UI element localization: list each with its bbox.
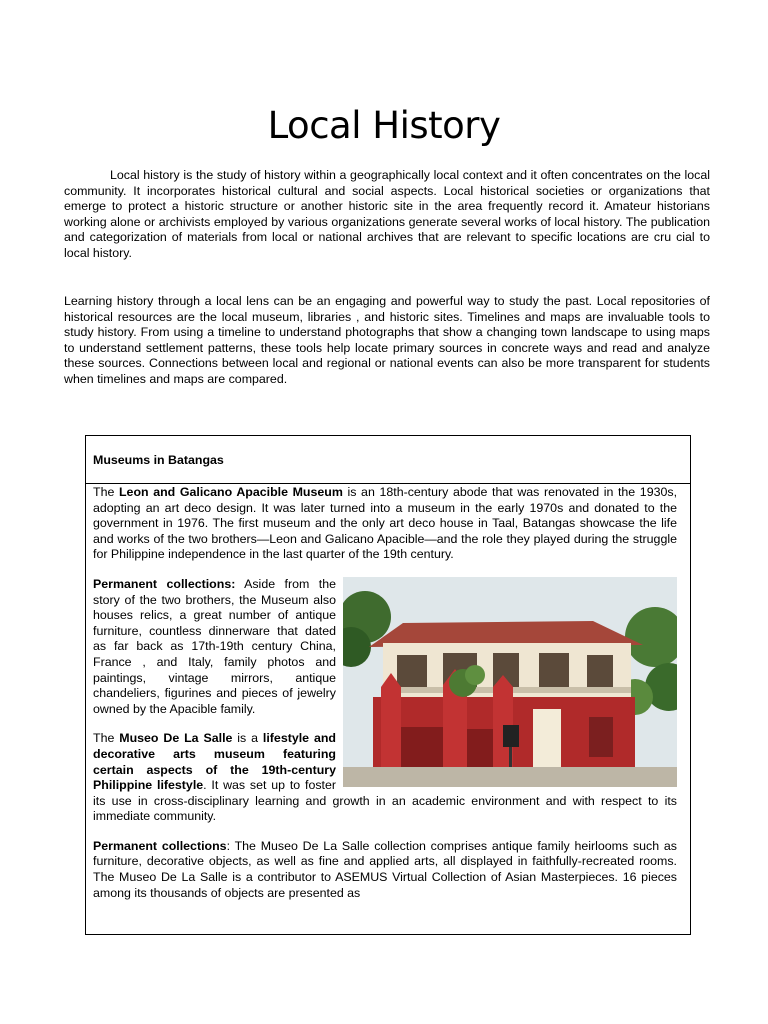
apacible-collections-paragraph: Permanent collections: Aside from the story of the two brothers, the Museum also houses relics, a great number of antique furniture, countless dinnerware that dated as far back as 17th-19th century China, France , and Italy, family photos and paintings, vintage mirrors, antique chandeliers, figurines and pieces of jewelry owned by the Apacible family. [93, 576, 336, 716]
page-title: Local History [267, 104, 501, 147]
museums-table [85, 435, 691, 935]
lasalle-paragraph: The Museo De La Salle is a lifestyle and decorative arts museum featuring certain aspects of the 19th-century Philippine lifestyle. It was set up to foster its use in cross-disciplinary learning and growth in an academic environment and with respect to its immediate community. [93, 731, 677, 824]
lasalle-collections-label: Permanent collections [93, 838, 227, 853]
lasalle-description-bold: lifestyle and decorative arts museum featuring certain aspects of the 19th-century Philippine lifestyle [93, 731, 336, 793]
lasalle-collections-paragraph: Permanent collections: The Museo De La Salle collection comprises antique family heirlooms such as furniture, decorative objects, as well as fine and applied arts, all displayed in faithfully-recreated rooms. The Museo De La Salle is a contributor to ASEMUS Virtual Collection of Asian Masterpieces. 16 pieces among its thousands of objects are presented as [93, 838, 677, 900]
museums-table-header [86, 436, 690, 484]
intro-paragraph-1: Local history is the study of history within a geographically local context and it often concentrates on the local community. It incorporates historical cultural and social aspects. Local historical societies or organizations that emerge to protect a historic structure or another historic site in the area frequently record it. Amateur historians working alone or archivists employed by various organizations generate several works of local history. The publication and categorization of materials from local or national archives that are relevant to specific locations are cru cial to local history. [64, 168, 710, 260]
museums-heading: Museums in Batangas [93, 453, 224, 467]
lasalle-museum-name: Museo De La Salle [119, 731, 233, 746]
museums-table-body [93, 485, 677, 915]
apacible-paragraph: The Leon and Galicano Apacible Museum is an 18th-century abode that was renovated in the 1930s, adopting an art deco design. It was later turned into a museum in the early 1970s and donated to the government in 1976. The first museum and the only art deco house in Taal, Batangas showcase the life and works of the two brothers—Leon and Galicano Apacible—and the role they played during the struggle for Philippine independence in the last quarter of the 19th century. [93, 485, 678, 562]
intro-paragraph-2: Learning history through a local lens can be an engaging and powerful way to study the past. Local repositories of historical resources are the local museum, libraries , and historic sites. Timelines and maps are invaluable tools to study history. From using a timeline to understand photographs that show a changing town landscape to using maps to understand settlement patterns, these tools help locate primary sources in concrete ways and read and analyze these sources. Connections between local and regional or national events can also be more transparent for students when timelines and maps are compared. [64, 294, 710, 386]
apacible-museum-name: Leon and Galicano Apacible Museum [118, 485, 343, 499]
apacible-collections-label: Permanent collections: [93, 576, 236, 591]
apacible-museum-photo [343, 577, 677, 787]
